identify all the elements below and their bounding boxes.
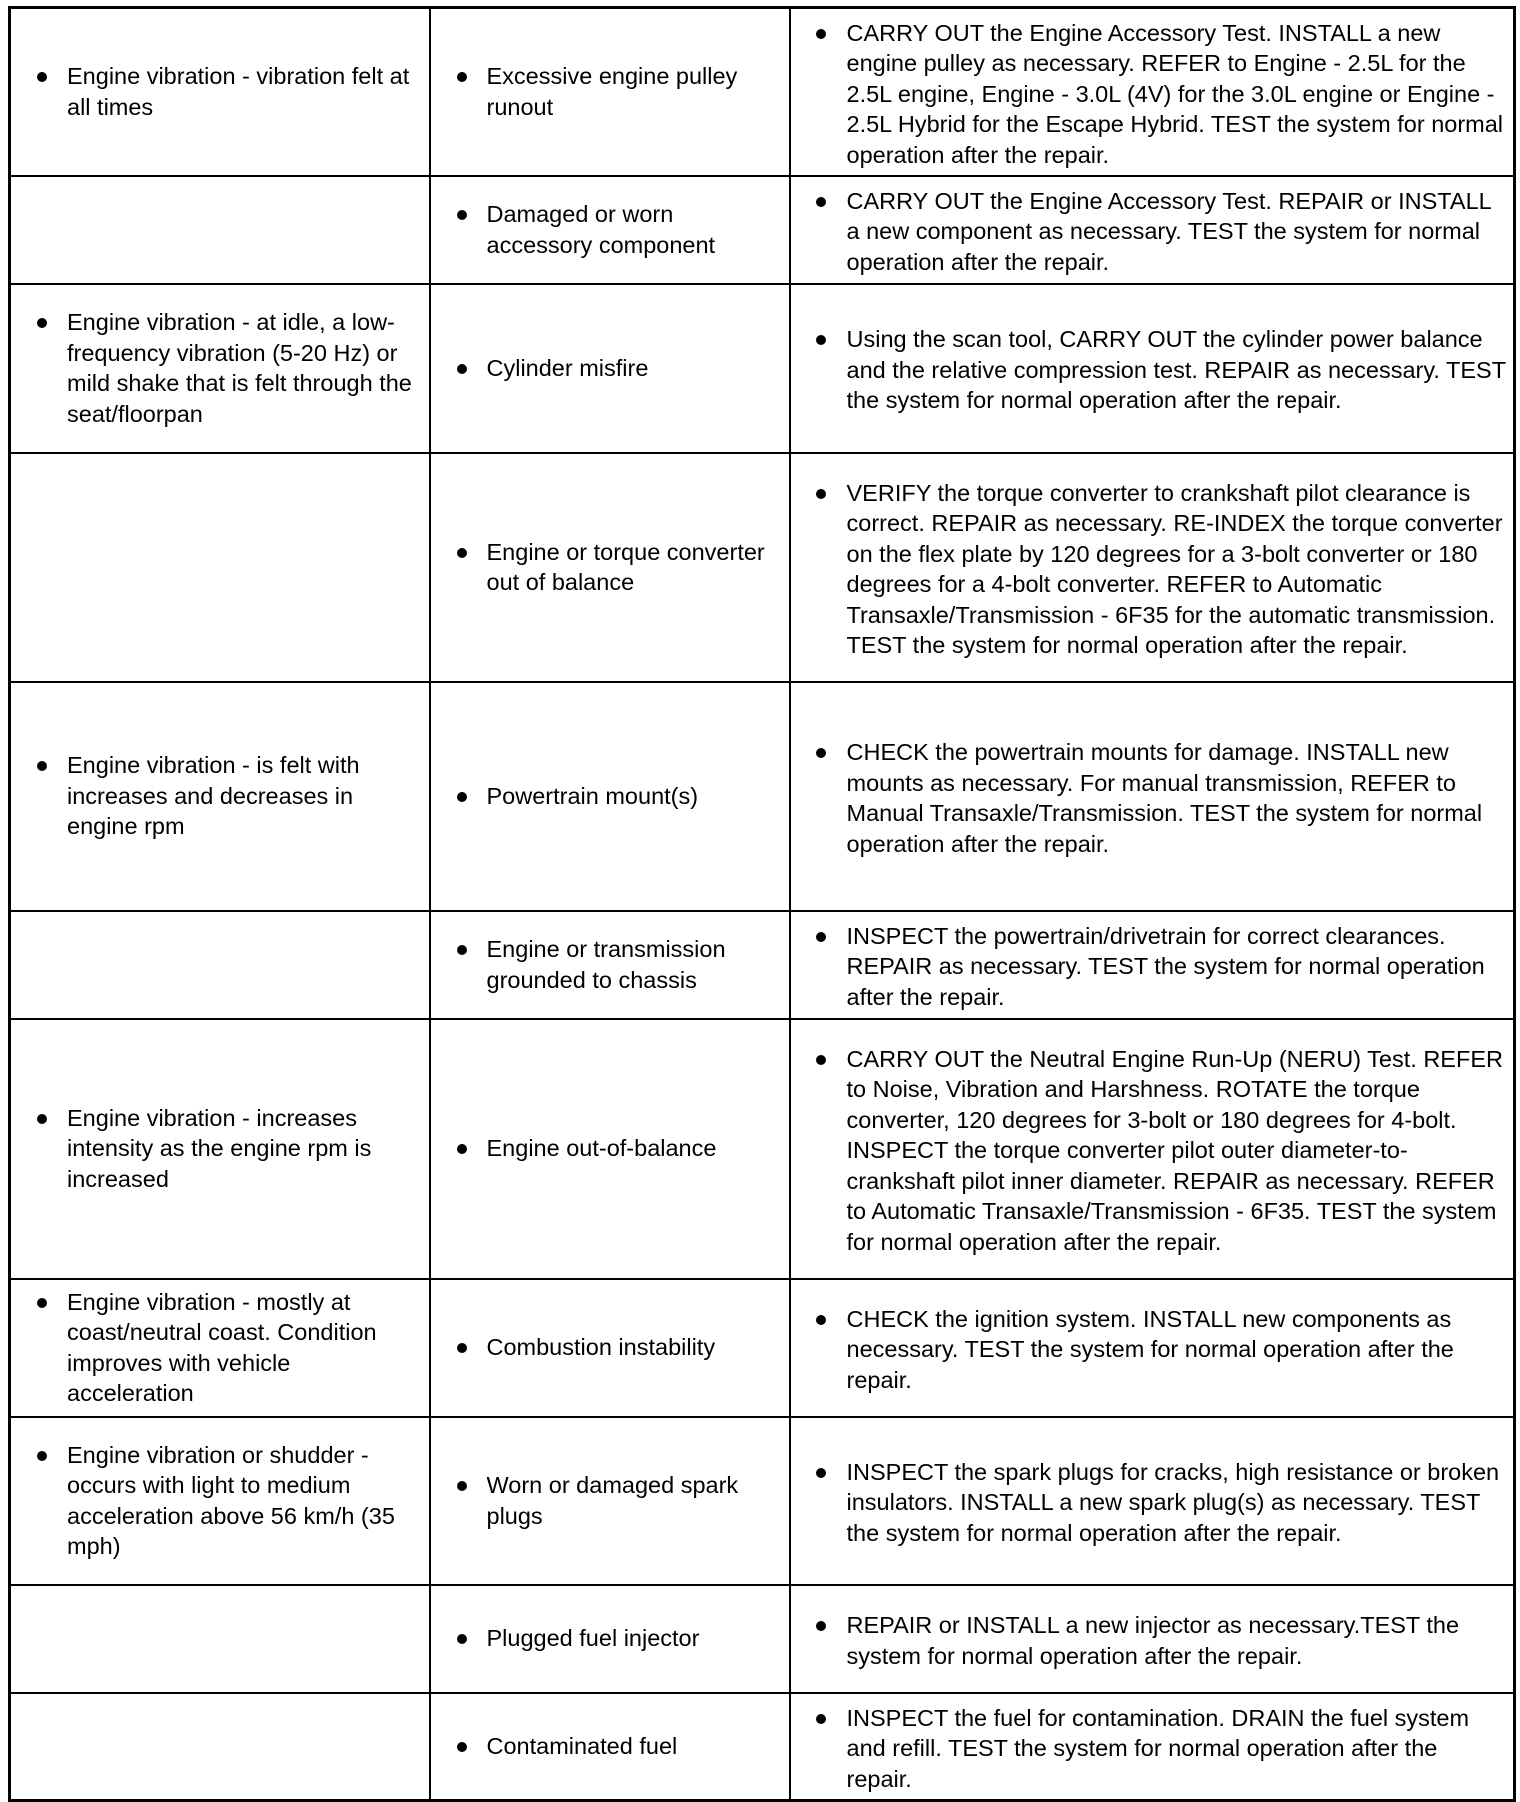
- symptom-cell: Engine vibration or shudder - occurs with light to medium acceleration above 56 km/h (35 mph): [10, 1417, 430, 1585]
- bullet-icon: [816, 1055, 826, 1065]
- symptom-cell: Engine vibration - mostly at coast/neutral coast. Condition improves with vehicle acceleration: [10, 1279, 430, 1417]
- cause-cell: Engine or torque converter out of balance: [430, 453, 790, 682]
- bullet-icon: [457, 945, 467, 955]
- cause-cell: Plugged fuel injector: [430, 1585, 790, 1693]
- bullet-icon: [816, 1468, 826, 1478]
- table-row: [10, 911, 1515, 1019]
- bullet-icon: [816, 932, 826, 942]
- bullet-icon: [816, 29, 826, 39]
- bullet-icon: [816, 489, 826, 499]
- action-cell: INSPECT the fuel for contamination. DRAIN the fuel system and refill. TEST the system for normal operation after the repair.: [790, 1693, 1515, 1801]
- bullet-icon: [457, 1634, 467, 1644]
- symptom-cell: [10, 453, 430, 682]
- cause-cell: Combustion instability: [430, 1279, 790, 1417]
- diagnosis-page: [8, 6, 1513, 1800]
- cause-cell: Cylinder misfire: [430, 284, 790, 453]
- bullet-icon: [457, 72, 467, 82]
- bullet-icon: [37, 318, 47, 328]
- bullet-icon: [457, 1742, 467, 1752]
- table-row: [10, 284, 1515, 453]
- action-cell: VERIFY the torque converter to crankshaft pilot clearance is correct. REPAIR as necessary. RE-INDEX the torque converter on the flex plate by 120 degrees for a 3-bolt converter or 180 degrees for a 4-bolt converter. REFER to Automatic Transaxle/Transmission - 6F35 for the automatic transmission. TEST the system for normal operation after the repair.: [790, 453, 1515, 682]
- bullet-icon: [457, 1481, 467, 1491]
- table-row: [10, 1019, 1515, 1279]
- table-row: [10, 176, 1515, 284]
- bullet-icon: [457, 210, 467, 220]
- bullet-icon: [816, 1621, 826, 1631]
- action-cell: CARRY OUT the Engine Accessory Test. REPAIR or INSTALL a new component as necessary. TEST the system for normal operation after the repair.: [790, 176, 1515, 284]
- symptom-cell: Engine vibration - at idle, a low-frequency vibration (5-20 Hz) or mild shake that is felt through the seat/floorpan: [10, 284, 430, 453]
- table-row: [10, 1279, 1515, 1417]
- table-row: [10, 682, 1515, 911]
- bullet-icon: [816, 335, 826, 345]
- action-cell: REPAIR or INSTALL a new injector as necessary.TEST the system for normal operation after the repair.: [790, 1585, 1515, 1693]
- bullet-icon: [37, 1298, 47, 1308]
- bullet-icon: [457, 548, 467, 558]
- bullet-icon: [816, 1315, 826, 1325]
- action-cell: INSPECT the spark plugs for cracks, high resistance or broken insulators. INSTALL a new spark plug(s) as necessary. TEST the system for normal operation after the repair.: [790, 1417, 1515, 1585]
- symptom-cell: [10, 1693, 430, 1801]
- bullet-icon: [457, 1343, 467, 1353]
- table-row: [10, 453, 1515, 682]
- symptom-cell: Engine vibration - is felt with increases and decreases in engine rpm: [10, 682, 430, 911]
- cause-cell: Powertrain mount(s): [430, 682, 790, 911]
- bullet-icon: [37, 1451, 47, 1461]
- bullet-icon: [816, 748, 826, 758]
- bullet-icon: [457, 792, 467, 802]
- cause-cell: Engine or transmission grounded to chassis: [430, 911, 790, 1019]
- cause-cell: Engine out-of-balance: [430, 1019, 790, 1279]
- bullet-icon: [37, 72, 47, 82]
- cause-cell: Contaminated fuel: [430, 1693, 790, 1801]
- table-row: [10, 8, 1515, 176]
- action-cell: CARRY OUT the Engine Accessory Test. INSTALL a new engine pulley as necessary. REFER to Engine - 2.5L for the 2.5L engine, Engine - 3.0L (4V) for the 3.0L engine or Engine - 2.5L Hybrid for the Escape Hybrid. TEST the system for normal operation after the repair.: [790, 8, 1515, 176]
- symptom-cell: Engine vibration - vibration felt at all times: [10, 8, 430, 176]
- bullet-icon: [816, 197, 826, 207]
- symptom-cell: [10, 176, 430, 284]
- symptom-chart-table: [8, 6, 1516, 1802]
- action-cell: CARRY OUT the Neutral Engine Run-Up (NERU) Test. REFER to Noise, Vibration and Harshness. ROTATE the torque converter, 120 degrees for 3-bolt or 180 degrees for 4-bolt. INSPECT the torque converter pilot outer diameter-to-crankshaft pilot inner diameter. REPAIR as necessary. REFER to Automatic Transaxle/Transmission - 6F35. TEST the system for normal operation after the repair.: [790, 1019, 1515, 1279]
- action-cell: CHECK the powertrain mounts for damage. INSTALL new mounts as necessary. For manual transmission, REFER to Manual Transaxle/Transmission. TEST the system for normal operation after the repair.: [790, 682, 1515, 911]
- table-row: [10, 1585, 1515, 1693]
- cause-cell: Worn or damaged spark plugs: [430, 1417, 790, 1585]
- bullet-icon: [816, 1714, 826, 1724]
- action-cell: INSPECT the powertrain/drivetrain for correct clearances. REPAIR as necessary. TEST the system for normal operation after the repair.: [790, 911, 1515, 1019]
- bullet-icon: [457, 1144, 467, 1154]
- table-row: [10, 1417, 1515, 1585]
- bullet-icon: [457, 364, 467, 374]
- bullet-icon: [37, 761, 47, 771]
- cause-cell: Damaged or worn accessory component: [430, 176, 790, 284]
- symptom-cell: [10, 911, 430, 1019]
- action-cell: CHECK the ignition system. INSTALL new components as necessary. TEST the system for normal operation after the repair.: [790, 1279, 1515, 1417]
- cause-cell: Excessive engine pulley runout: [430, 8, 790, 176]
- symptom-cell: Engine vibration - increases intensity as the engine rpm is increased: [10, 1019, 430, 1279]
- table-row: [10, 1693, 1515, 1801]
- symptom-cell: [10, 1585, 430, 1693]
- bullet-icon: [37, 1114, 47, 1124]
- action-cell: Using the scan tool, CARRY OUT the cylinder power balance and the relative compression test. REPAIR as necessary. TEST the system for normal operation after the repair.: [790, 284, 1515, 453]
